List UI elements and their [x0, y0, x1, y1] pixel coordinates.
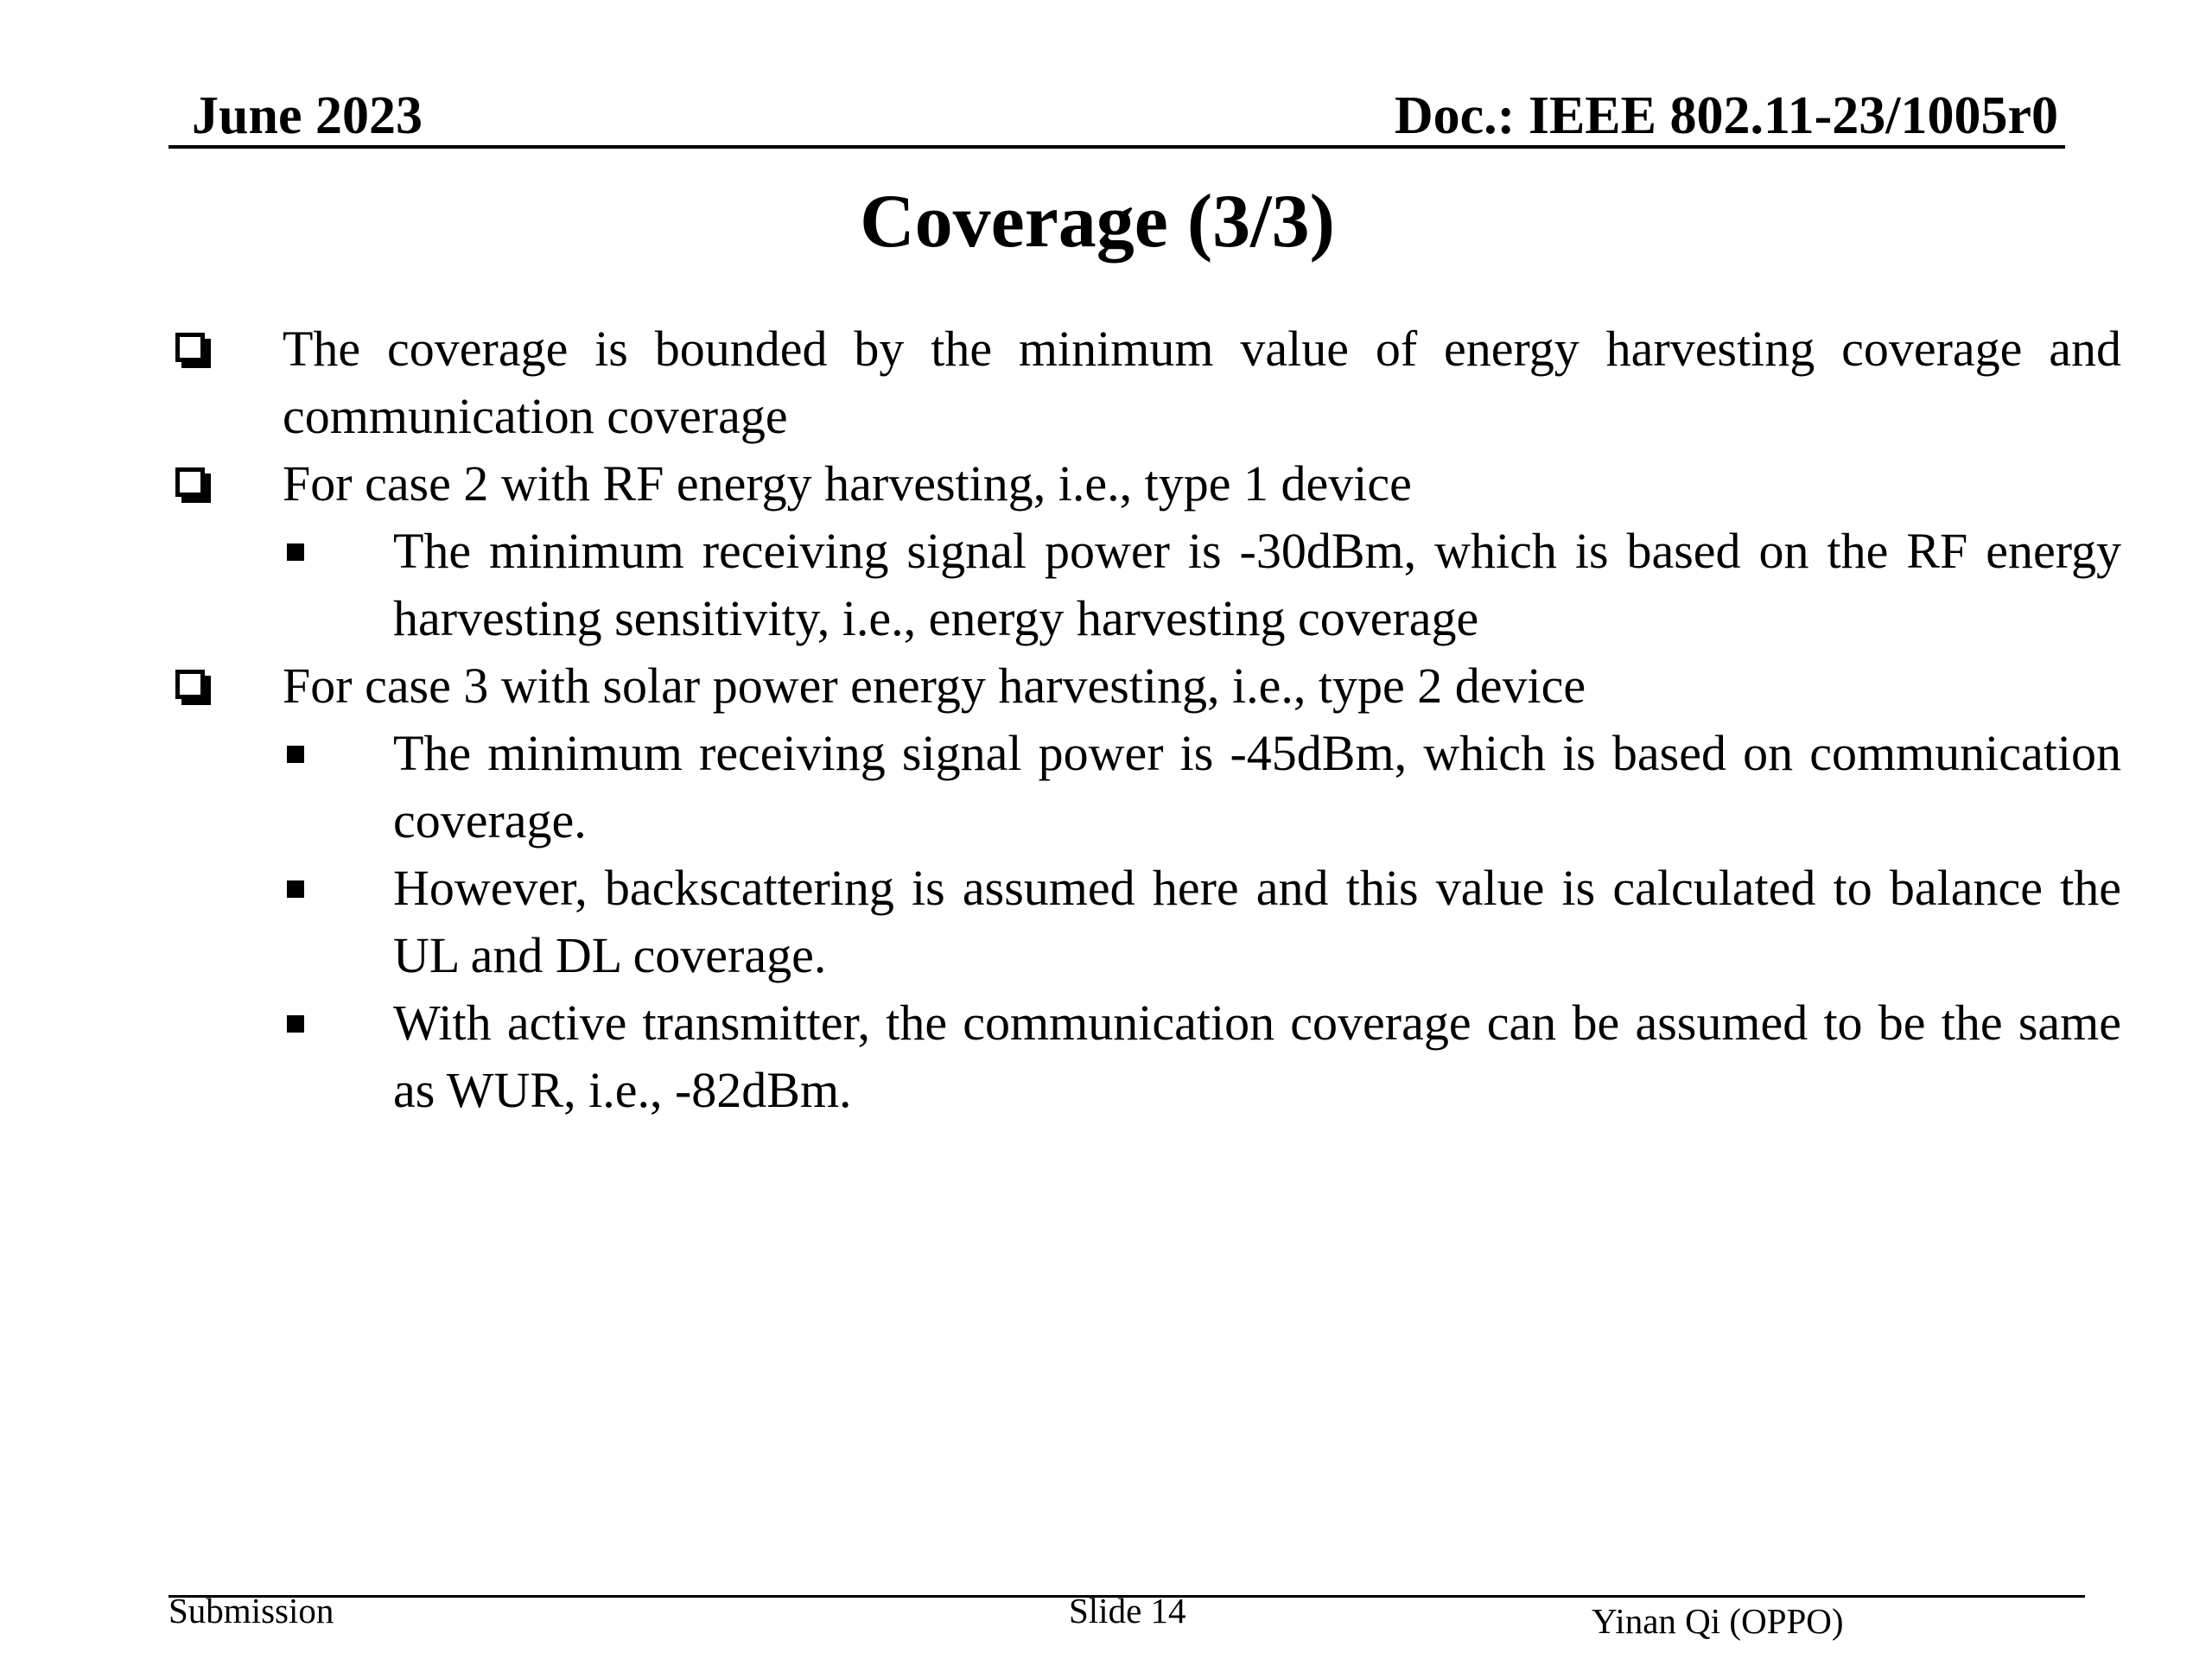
slide-title: Coverage (3/3)	[860, 180, 1335, 264]
checkbox-bullet-icon	[175, 467, 205, 497]
header-divider	[168, 145, 2065, 149]
square-bullet-icon	[287, 1015, 304, 1033]
sub-bullet-text: The minimum receiving signal power is -45dBm, which is based on communication coverage.	[393, 725, 2121, 849]
header-date: June 2023	[192, 86, 423, 145]
footer-submission: Submission	[168, 1591, 334, 1630]
bullet-text: For case 3 with solar power energy harvesting, i.e., type 2 device	[283, 658, 1586, 714]
sub-bullet-text: With active transmitter, the communication coverage can be assumed to be the same as WUR, i.e., -82dBm.	[393, 995, 2121, 1118]
sub-bullet-item	[393, 518, 2121, 652]
sub-bullet-text: However, backscattering is assumed here and this value is calculated to balance the UL and DL coverage.	[393, 860, 2121, 983]
footer-author: Yinan Qi (OPPO)	[1592, 1601, 1844, 1641]
sub-bullet-item	[393, 855, 2121, 989]
bullet-text: For case 2 with RF energy harvesting, i.e., type 1 device	[283, 455, 1412, 512]
bullet-item	[283, 315, 2121, 450]
sub-bullet-text: The minimum receiving signal power is -30dBm, which is based on the RF energy harvesting sensitivity, i.e., energy harvesting coverage	[393, 523, 2121, 646]
checkbox-bullet-icon	[175, 333, 205, 362]
bullet-item	[283, 652, 2121, 720]
square-bullet-icon	[287, 543, 304, 561]
checkbox-bullet-icon	[175, 670, 205, 699]
footer-slide-number: Slide 14	[1069, 1591, 1186, 1630]
square-bullet-icon	[287, 746, 304, 763]
sub-bullet-item	[393, 720, 2121, 855]
bullet-list	[0, 315, 2212, 1124]
sub-bullet-item	[393, 989, 2121, 1124]
bullet-item	[283, 450, 2121, 518]
header-doc-id: Doc.: IEEE 802.11-23/1005r0	[1394, 86, 2058, 145]
square-bullet-icon	[287, 880, 304, 898]
bullet-text: The coverage is bounded by the minimum value of energy harvesting coverage and communication coverage	[283, 321, 2121, 444]
